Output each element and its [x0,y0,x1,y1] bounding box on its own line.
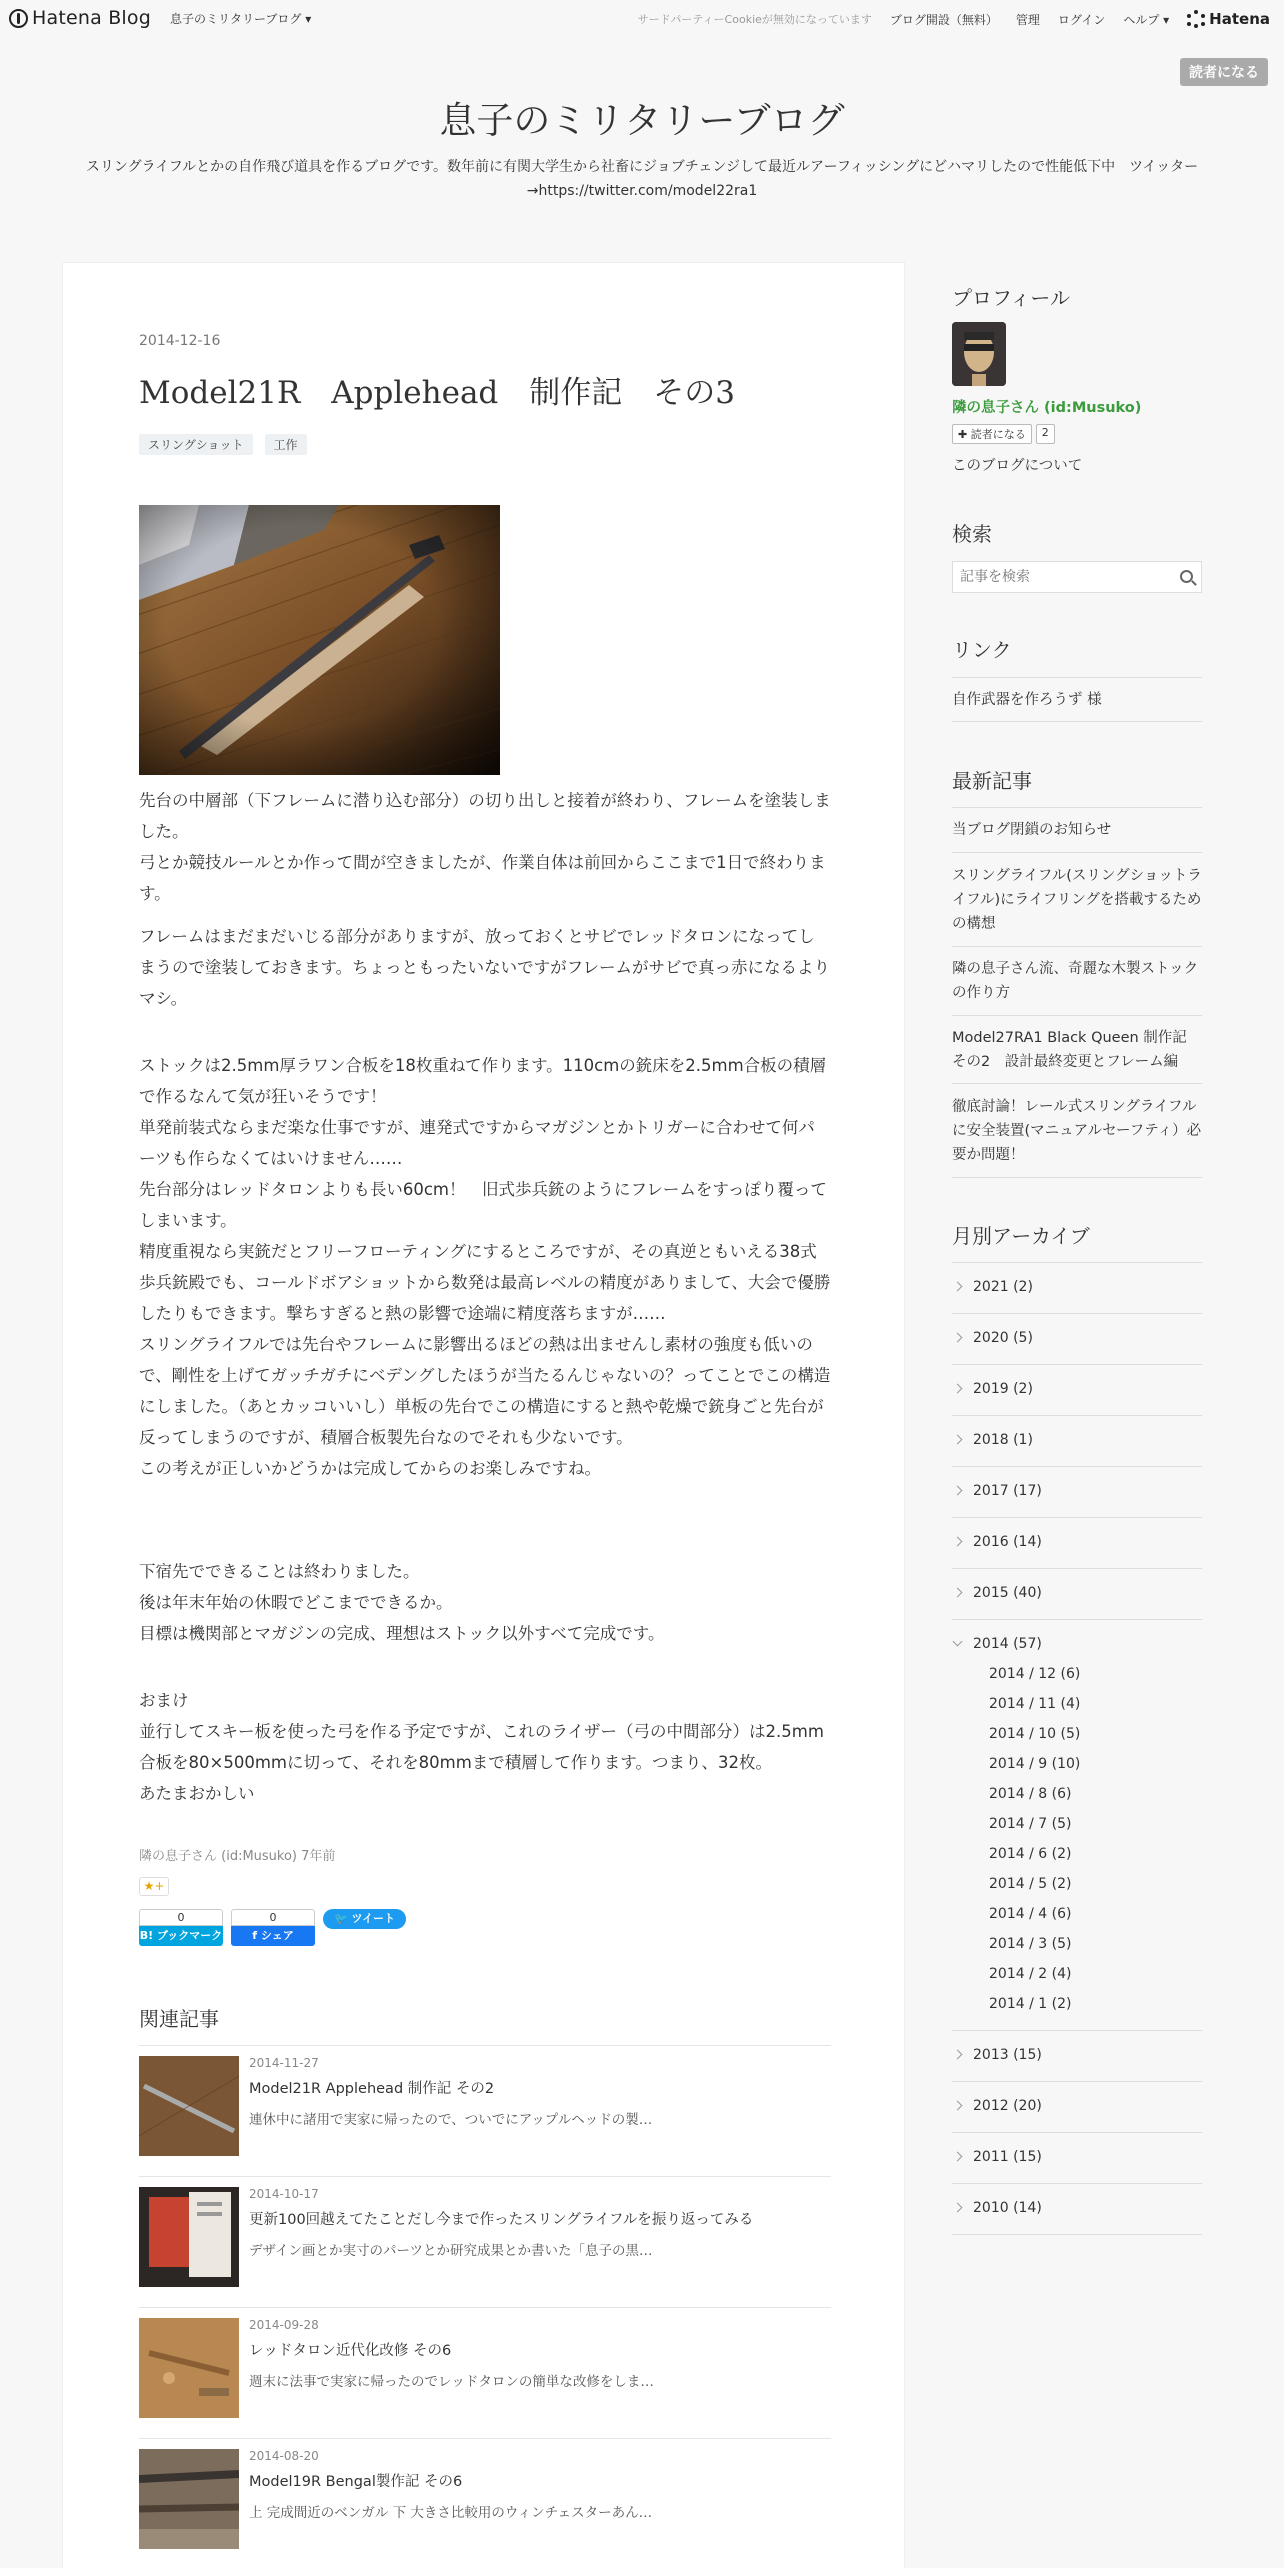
divider [952,721,1202,722]
related-entry[interactable] [139,2438,831,2568]
add-star-button[interactable]: ★+ [139,1877,169,1896]
archive-year-label: 2010 (14) [973,2200,1042,2216]
archive-year[interactable] [952,2047,1202,2063]
cookie-notice: サードパーティーCookieが無効になっています [637,13,872,26]
hatena-blog-logo[interactable] [9,7,151,29]
chevron-right-icon [953,1588,963,1598]
divider [952,1177,1202,1178]
archive-year[interactable] [952,2149,1202,2165]
divider [952,1517,1202,1518]
related-date: 2014-11-27 [249,2056,319,2070]
archive-month[interactable]: 2014 / 3 (5) [989,1936,1072,1952]
chevron-down-icon [953,1637,963,1647]
archive-year[interactable] [952,1432,1202,1448]
archive-year-label: 2020 (5) [973,1330,1033,1346]
archive-month[interactable]: 2014 / 8 (6) [989,1786,1072,1802]
recent-entry[interactable]: 徹底討論！レール式スリングライフルに安全装置(マニュアルセーフティ）必要か問題！ [952,1099,1202,1163]
divider [952,1364,1202,1365]
avatar-image [952,322,1006,386]
facebook-icon: f [252,1929,261,1942]
archive-month[interactable]: 2014 / 7 (5) [989,1816,1072,1832]
entry-paragraph: ストックは2.5mm厚ラワン合板を18枚重ねて作ります。110cmの銃床を2.5mm合板の積層で作るなんて気が狂いそうです！ 単発前装式ならまだ楽な仕事ですが、連発式ですからマガジンとかトリガーに合わせて何パーツも作らなくてはいけません…… 先台部分はレッドタロンよりも長い60cm！ 旧式歩兵銃のようにフレームをすっぽり覆ってしまいます。 精度重視なら実銃だとフリーフローティングにするところですが、その真逆ともいえる38式歩兵銃殿でも、コールドボアショットから数発は最高レベルの精度がありまして、大会で優勝したりもできます。撃ちすぎると熱の影響で途端に精度落ちますが…… スリングライフルでは先台やフレームに影響出るほどの熱は出ませんし素材の強度も低いので、剛性を上げてガッチガチにベデングしたほうが当たるんじゃないの？ってことでこの構造にしました。（あとカッコいいし）単板の先台でこの構造にすると熱や乾燥で銃身ごと先台が反ってしまうのですが、積層合板製先台なのでそれも少ないです。 この考えが正しいかどうかは完成してからのお楽しみですね。 [139,1056,831,1478]
divider [952,1415,1202,1416]
archive-year-label: 2014 (57) [973,1636,1042,1652]
recent-entry[interactable]: スリングライフル(スリングショットライフル)にライフリングを搭載するための構想 [952,868,1202,932]
subscribe-button[interactable]: 読者になる [1180,58,1268,86]
archive-month[interactable]: 2014 / 12 (6) [989,1666,1081,1682]
related-entries-title: 関連記事 [139,2007,219,2031]
related-thumbnail[interactable] [139,2449,239,2549]
related-thumbnail[interactable] [139,2318,239,2418]
related-snippet: デザイン画とか実寸のパーツとか研究成果とか書いた「息子の黒… [249,2243,653,2259]
divider [952,2183,1202,2184]
related-date: 2014-09-28 [249,2318,319,2332]
divider [952,677,1202,678]
related-title[interactable]: 更新100回越えてたことだし今まで作ったスリングライフルを振り返ってみる [249,2212,754,2228]
archive-year[interactable] [952,2200,1202,2216]
entry-paragraph: おまけ 並行してスキー板を使った弓を作る予定ですが、これのライザー（弓の中間部分）は2.5mm合板を80×500mmに切って、それを80mmまで積層して作ります。つまり、32枚。 あたまおかしい [139,1691,824,1803]
divider [952,807,1202,808]
links-title: リンク [952,638,1012,662]
archive-year-label: 2017 (17) [973,1483,1042,1499]
share-count: 0 [231,1909,315,1926]
related-snippet: 上 完成間近のベンガル 下 大きさ比較用のウィンチェスターあん… [249,2505,653,2521]
archive-year[interactable] [952,1279,1202,1295]
search-box [952,561,1202,593]
archive-year[interactable] [952,2098,1202,2114]
archive-year-label: 2018 (1) [973,1432,1033,1448]
archive-year[interactable] [952,1534,1202,1550]
recent-entry[interactable]: Model27RA1 Black Queen 制作記 その2 設計最終変更とフレーム編 [952,1030,1187,1070]
entry-article [62,262,905,2568]
archive-year-open[interactable] [952,1636,1202,1652]
divider [952,852,1202,853]
share-label [231,1926,315,1946]
divider [952,1083,1202,1084]
archive-title: 月別アーカイブ [952,1224,1090,1248]
twitter-bird-icon: 🐦 [334,1912,352,1925]
divider [952,1568,1202,1569]
entry-title[interactable]: Model21R Applehead 制作記 その3 [139,375,735,411]
share-buttons [139,1909,406,1946]
divider [952,2081,1202,2082]
chevron-right-icon [953,2050,963,2060]
archive-month[interactable]: 2014 / 9 (10) [989,1756,1081,1772]
hatena-blog-logo-icon [9,9,28,28]
hatena-dots-icon [1187,10,1205,28]
archive-year[interactable] [952,1381,1202,1397]
logo-text: Hatena Blog [32,7,151,29]
facebook-share-button[interactable] [231,1909,315,1946]
about-blog-link[interactable]: このブログについて [952,458,1083,474]
archive-year[interactable] [952,1483,1202,1499]
related-entry[interactable] [139,2045,831,2176]
divider [952,1015,1202,1016]
chevron-right-icon [953,1333,963,1343]
related-title[interactable]: Model21R Applehead 制作記 その2 [249,2081,495,2097]
category-tag[interactable]: 工作 [265,434,307,455]
entry-categories [139,434,319,455]
archive-year-label: 2015 (40) [973,1585,1042,1601]
blog-description: スリングライフルとかの自作飛び道具を作るブログです。数年前に有関大学生から社畜にジョブチェンジして最近ルアーフィッシングにどハマリしたので性能低下中 ツイッター→https://twitter.com/model22ra1 [85,159,1199,199]
recent-title: 最新記事 [952,769,1032,793]
profile-subscribe [952,424,1055,444]
archive-year-label: 2012 (20) [973,2098,1042,2114]
share-label-text: シェア [260,1929,294,1942]
divider [952,2030,1202,2031]
chevron-right-icon [953,1486,963,1496]
archive-year-label: 2011 (15) [973,2149,1042,2165]
nav-login[interactable]: ログイン [1057,12,1106,27]
entry-paragraph: 先台の中層部（下フレームに潜り込む部分）の切り出しと接着が終わり、フレームを塗装しました。 弓とか競技ルールとか作って間が空きましたが、作業自体は前回からここまで1日で終わります。 [139,791,831,903]
archive-year-label: 2021 (2) [973,1279,1033,1295]
divider [952,1619,1202,1620]
archive-year-label: 2016 (14) [973,1534,1042,1550]
nav-admin[interactable]: 管理 [1015,12,1040,27]
recent-entry[interactable]: 当ブログ閉鎖のお知らせ [952,822,1112,838]
entry-photo-image [139,505,500,775]
related-snippet: 週末に法事で実家に帰ったのでレッドタロンの簡単な改修をしま… [249,2374,654,2390]
recent-entry[interactable]: 隣の息子さん流、奇麗な木製ストックの作り方 [952,961,1199,1001]
profile-avatar[interactable] [952,322,1006,386]
related-thumbnail[interactable] [139,2187,239,2287]
entry-photo[interactable] [139,505,500,775]
tweet-label: ツイート [351,1912,395,1925]
subscriber-count[interactable]: 2 [1036,424,1055,444]
archive-month[interactable]: 2014 / 5 (2) [989,1876,1072,1892]
chevron-right-icon [953,2152,963,2162]
hatena-link[interactable] [1187,10,1270,28]
divider [952,946,1202,947]
related-title[interactable]: レッドタロン近代化改修 その6 [249,2343,452,2359]
related-entries [139,2045,831,2568]
entry-date[interactable]: 2014-12-16 [139,333,221,349]
profile-subscribe-button[interactable]: ✚ 読者になる [952,424,1032,444]
archive-month[interactable]: 2014 / 10 (5) [989,1726,1081,1742]
related-date: 2014-08-20 [249,2449,319,2463]
archive-month[interactable]: 2014 / 1 (2) [989,1996,1072,2012]
chevron-right-icon [953,2203,963,2213]
related-entry[interactable] [139,2307,831,2438]
link-item[interactable]: 自作武器を作ろうず 様 [952,692,1102,708]
bookmark-label: B! ブックマーク [139,1926,223,1946]
bookmark-count: 0 [139,1909,223,1926]
category-tag[interactable]: スリングショット [139,434,253,455]
chevron-right-icon [953,1282,963,1292]
chevron-right-icon [953,1537,963,1547]
nav-help[interactable]: ヘルプ ▾ [1123,12,1170,27]
archive-month[interactable]: 2014 / 2 (4) [989,1966,1072,1982]
blog-title[interactable]: 息子のミリタリーブログ [439,99,845,142]
divider [952,1262,1202,1263]
chevron-right-icon [953,1384,963,1394]
related-title[interactable]: Model19R Bengal製作記 その6 [249,2474,463,2490]
search-title: 検索 [952,522,992,546]
archive-year-label: 2019 (2) [973,1381,1033,1397]
archive-month[interactable]: 2014 / 11 (4) [989,1696,1081,1712]
archive-month[interactable]: 2014 / 4 (6) [989,1906,1072,1922]
entry-paragraph: 下宿先でできることは終わりました。 後は年末年始の休暇でどこまでできるか。 目標は機関部とマガジンの完成、理想はストック以外すべて完成です。 [139,1562,665,1643]
entry-body [139,785,831,1821]
profile-name[interactable]: 隣の息子さん (id:Musuko) [952,400,1142,416]
related-thumbnail[interactable] [139,2056,239,2156]
entry-paragraph: フレームはまだまだいじる部分がありますが、放っておくとサビでレッドタロンになってしまうので塗装しておきます。ちょっともったいないですがフレームがサビで真っ赤になるよりマシ。 [139,927,831,1008]
profile-title: プロフィール [952,286,1070,310]
chevron-right-icon [953,2101,963,2111]
nav-open-blog[interactable]: ブログ開設（無料） [889,12,998,27]
archive-month[interactable]: 2014 / 6 (2) [989,1846,1072,1862]
search-input[interactable] [953,562,1163,592]
archive-year[interactable] [952,1330,1202,1346]
search-icon[interactable] [1180,570,1193,583]
related-entry[interactable] [139,2176,831,2307]
related-date: 2014-10-17 [249,2187,319,2201]
tweet-button[interactable] [323,1909,406,1929]
archive-year[interactable] [952,1585,1202,1601]
divider [952,2234,1202,2235]
divider [952,1466,1202,1467]
divider [952,1313,1202,1314]
hatena-text: Hatena [1209,10,1270,28]
divider [952,2132,1202,2133]
archive-year-label: 2013 (15) [973,2047,1042,2063]
global-header [0,0,1284,36]
blog-select-dropdown[interactable]: 息子のミリタリーブログ ▾ [170,12,312,26]
hatena-bookmark-button[interactable] [139,1909,223,1946]
global-nav [638,10,1284,28]
related-snippet: 連休中に諸用で実家に帰ったので、ついでにアップルヘッドの製… [249,2112,653,2128]
entry-footer[interactable]: 隣の息子さん (id:Musuko) 7年前 [139,1849,336,1864]
chevron-right-icon [953,1435,963,1445]
